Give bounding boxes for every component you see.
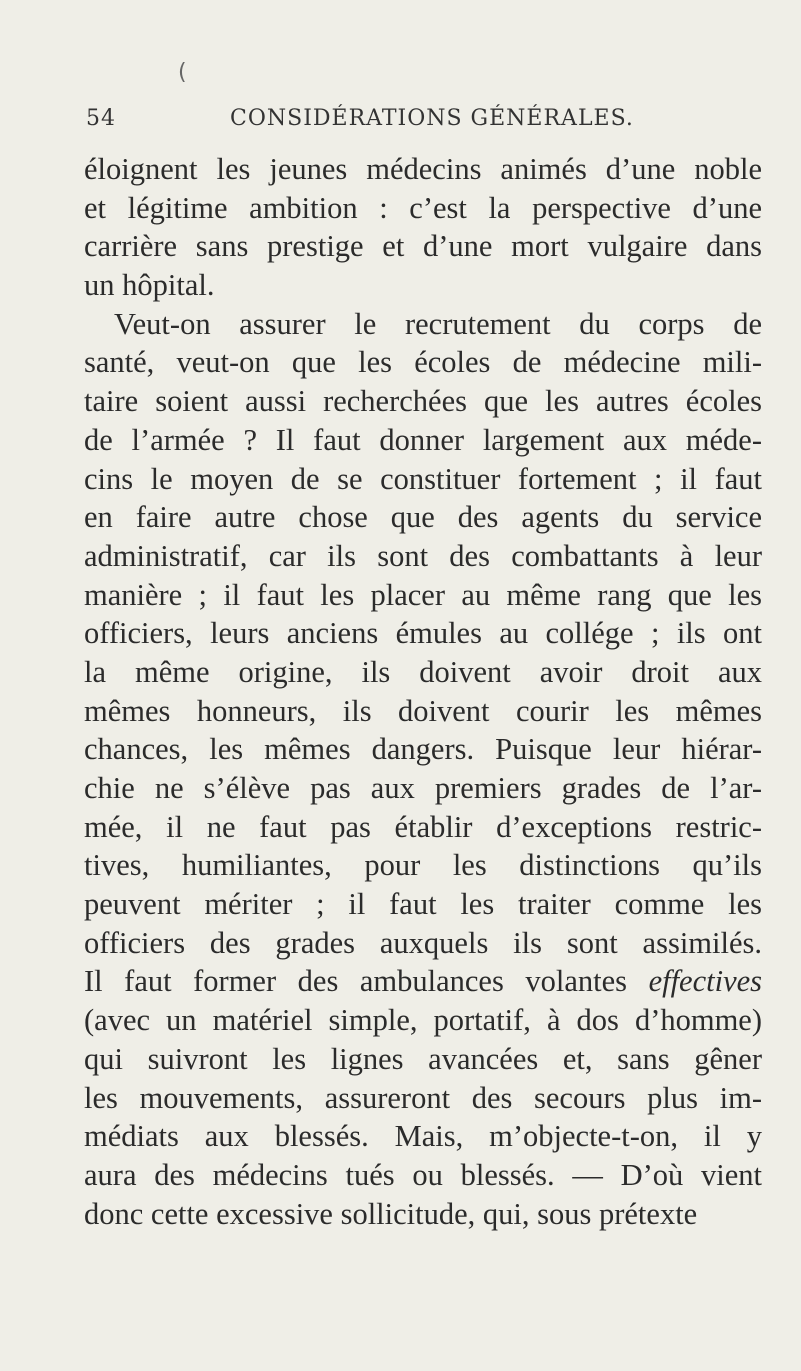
text-line-with-emphasis	[84, 962, 762, 1001]
page-number: 54	[86, 106, 116, 131]
text-line: chances, les mêmes dangers. Puisque leur hiérar-	[84, 732, 762, 767]
text-line: officiers des grades auxquels ils sont assimilés.	[84, 925, 762, 960]
text-line: et légitime ambition : c’est la perspective d’une	[84, 190, 762, 225]
margin-mark: (	[178, 60, 187, 85]
text-line: qui suivront les lignes avancées et, sans gêner	[84, 1041, 762, 1076]
text-line: carrière sans prestige et d’une mort vulgaire dans	[84, 229, 762, 264]
text-line: cins le moyen de se constituer fortement ; il faut	[84, 461, 762, 496]
text-line: peuvent mériter ; il faut les traiter comme les	[84, 887, 762, 922]
running-title: CONSIDÉRATIONS GÉNÉRALES.	[230, 106, 634, 131]
text-line: de l’armée ? Il faut donner largement aux méde-	[84, 422, 762, 457]
text-line: un hôpital.	[84, 268, 215, 303]
text-line: la même origine, ils doivent avoir droit aux	[84, 654, 762, 689]
paragraph-start-line: Veut-on assurer le recrutement du corps de	[114, 306, 762, 341]
text-line: santé, veut-on que les écoles de médecine mili-	[84, 345, 762, 380]
text-line: manière ; il faut les placer au même rang que les	[84, 577, 762, 612]
text-line: médiats aux blessés. Mais, m’objecte-t-on, il y	[84, 1119, 762, 1154]
body-text	[84, 150, 762, 1233]
text-line: donc cette excessive sollicitude, qui, sous prétexte	[84, 1196, 698, 1231]
text-line: mée, il ne faut pas établir d’exceptions restric-	[84, 809, 762, 844]
text-fragment: Il faut former des ambulances volantes	[84, 964, 628, 999]
page-header	[86, 106, 746, 146]
text-line: mêmes honneurs, ils doivent courir les mêmes	[84, 693, 762, 728]
text-line: chie ne s’élève pas aux premiers grades de l’ar-	[84, 771, 762, 805]
emphasis-word: effectives	[648, 964, 763, 999]
text-line: taire soient aussi recherchées que les autres écoles	[84, 384, 762, 419]
text-line: les mouvements, assureront des secours plus im-	[84, 1080, 762, 1115]
text-line: aura des médecins tués ou blessés. — D’où vient	[84, 1157, 762, 1192]
text-line: en faire autre chose que des agents du service	[84, 500, 762, 535]
text-line: administratif, car ils sont des combattants à leur	[84, 538, 762, 573]
text-line: (avec un matériel simple, portatif, à dos d’homme)	[84, 1003, 762, 1038]
text-line: éloignent les jeunes médecins animés d’une noble	[84, 152, 762, 186]
text-line: tives, humiliantes, pour les distinctions qu’ils	[84, 848, 762, 883]
text-line: officiers, leurs anciens émules au collége ; ils ont	[84, 616, 762, 651]
